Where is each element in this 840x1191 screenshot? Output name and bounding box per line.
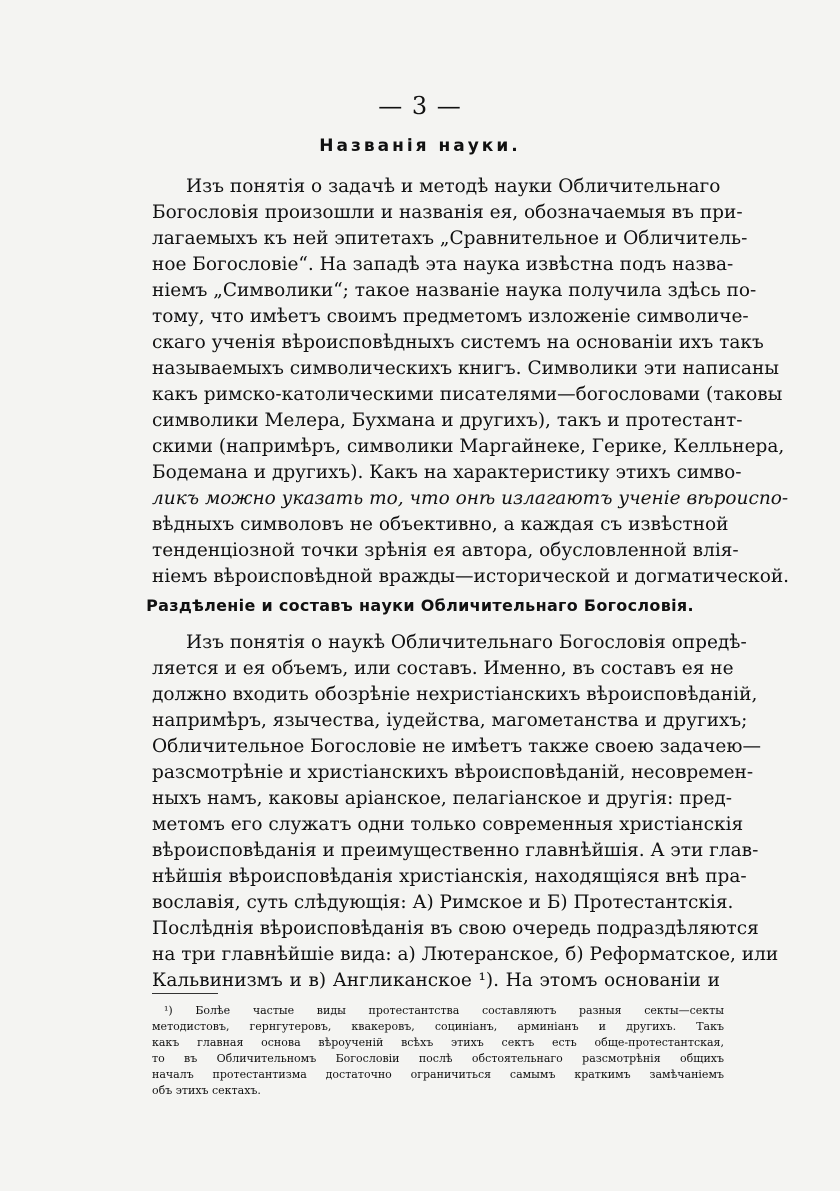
footnote-line: какъ главная основа вѣроученій всѣхъ этихъ сектъ есть обще-протестантская, xyxy=(152,1036,724,1049)
text-line-italic: ликъ можно указать то, что онѣ излагаютъ ученіе вѣроиспо- xyxy=(152,488,789,509)
section-heading-names: Названія науки. xyxy=(319,136,521,156)
text-line: должно входить обозрѣніе нехристіанскихъ вѣроисповѣданій, xyxy=(152,684,758,705)
text-line: ное Богословіе“. На западѣ эта наука извѣстна подъ назва- xyxy=(152,254,734,275)
text-line: вѣдныхъ символовъ не объективно, а каждая съ извѣстной xyxy=(152,514,729,535)
text-line: напримѣръ, язычества, іудейства, магометанства и другихъ; xyxy=(152,710,748,731)
footnote-divider xyxy=(152,993,218,994)
text-line: тенденціозной точки зрѣнія ея автора, обусловленной влія- xyxy=(152,540,739,561)
text-line: Изъ понятія о задачѣ и методѣ науки Обличительнаго xyxy=(186,176,721,197)
text-line: тому, что имѣетъ своимъ предметомъ изложеніе символиче- xyxy=(152,306,749,327)
text-line: Обличительное Богословіе не имѣетъ также своею задачею— xyxy=(152,736,761,757)
text-line: называемыхъ символическихъ книгъ. Символики эти написаны xyxy=(152,358,780,379)
text-line: Изъ понятія о наукѣ Обличительнаго Богословія опредѣ- xyxy=(186,632,747,653)
text-line: ляется и ея объемъ, или составъ. Именно, въ составъ ея не xyxy=(152,658,734,679)
section-heading-division: Раздѣленіе и составъ науки Обличительнаго Богословія. xyxy=(146,596,694,615)
text-line: вѣроисповѣданія и преимущественно главнѣйшія. А эти глав- xyxy=(152,840,759,861)
text-line: метомъ его служатъ одни только современныя христіанскія xyxy=(152,814,744,835)
footnote-line: то въ Обличительномъ Богословіи послѣ обстоятельнаго разсмотрѣнія общихъ xyxy=(152,1052,724,1065)
footnote-line: объ этихъ сектахъ. xyxy=(152,1084,261,1097)
text-line: скаго ученія вѣроисповѣдныхъ системъ на основаніи ихъ такъ xyxy=(152,332,764,353)
footnote-line: ¹) Болѣе частые виды протестантства составляютъ разныя секты—секты xyxy=(164,1004,724,1017)
text-line: какъ римско-католическими писателями—богословами (таковы xyxy=(152,384,783,405)
footnote-line: методистовъ, гернгутеровъ, квакеровъ, социніанъ, арминіанъ и другихъ. Такъ xyxy=(152,1020,724,1033)
footnote-line: началъ протестантизма достаточно ограничиться самымъ краткимъ замѣчаніемъ xyxy=(152,1068,724,1081)
text-line: скими (напримѣръ, символики Маргайнеке, Герике, Келльнера, xyxy=(152,436,785,457)
text-line: вославія, суть слѣдующія: А) Римское и Б) Протестантскія. xyxy=(152,892,734,913)
text-line: ныхъ намъ, каковы аріанское, пелагіанское и другія: пред- xyxy=(152,788,733,809)
text-line: разсмотрѣніе и христіанскихъ вѣроисповѣданій, несовремен- xyxy=(152,762,754,783)
text-line: Бодемана и другихъ). Какъ на характеристику этихъ симво- xyxy=(152,462,742,483)
page-number: — 3 — xyxy=(378,92,462,120)
text-line: ніемъ „Символики“; такое названіе наука получила здѣсь по- xyxy=(152,280,757,301)
text-line: лагаемыхъ къ ней эпитетахъ „Сравнительное и Обличитель- xyxy=(152,228,748,249)
text-line: нѣйшія вѣроисповѣданія христіанскія, находящіяся внѣ пра- xyxy=(152,866,747,887)
text-line: Богословія произошли и названія ея, обозначаемыя въ при- xyxy=(152,202,743,223)
text-line: ніемъ вѣроисповѣдной вражды—исторической и догматической. xyxy=(152,566,790,587)
text-line: на три главнѣйшіе вида: а) Лютеранское, б) Реформатское, или xyxy=(152,944,779,965)
text-line: символики Мелера, Бухмана и другихъ), такъ и протестант- xyxy=(152,410,743,431)
text-line: Послѣднія вѣроисповѣданія въ свою очередь подраздѣляются xyxy=(152,918,759,939)
text-line: Кальвинизмъ и в) Англиканское ¹). На этомъ основаніи и xyxy=(152,970,720,991)
